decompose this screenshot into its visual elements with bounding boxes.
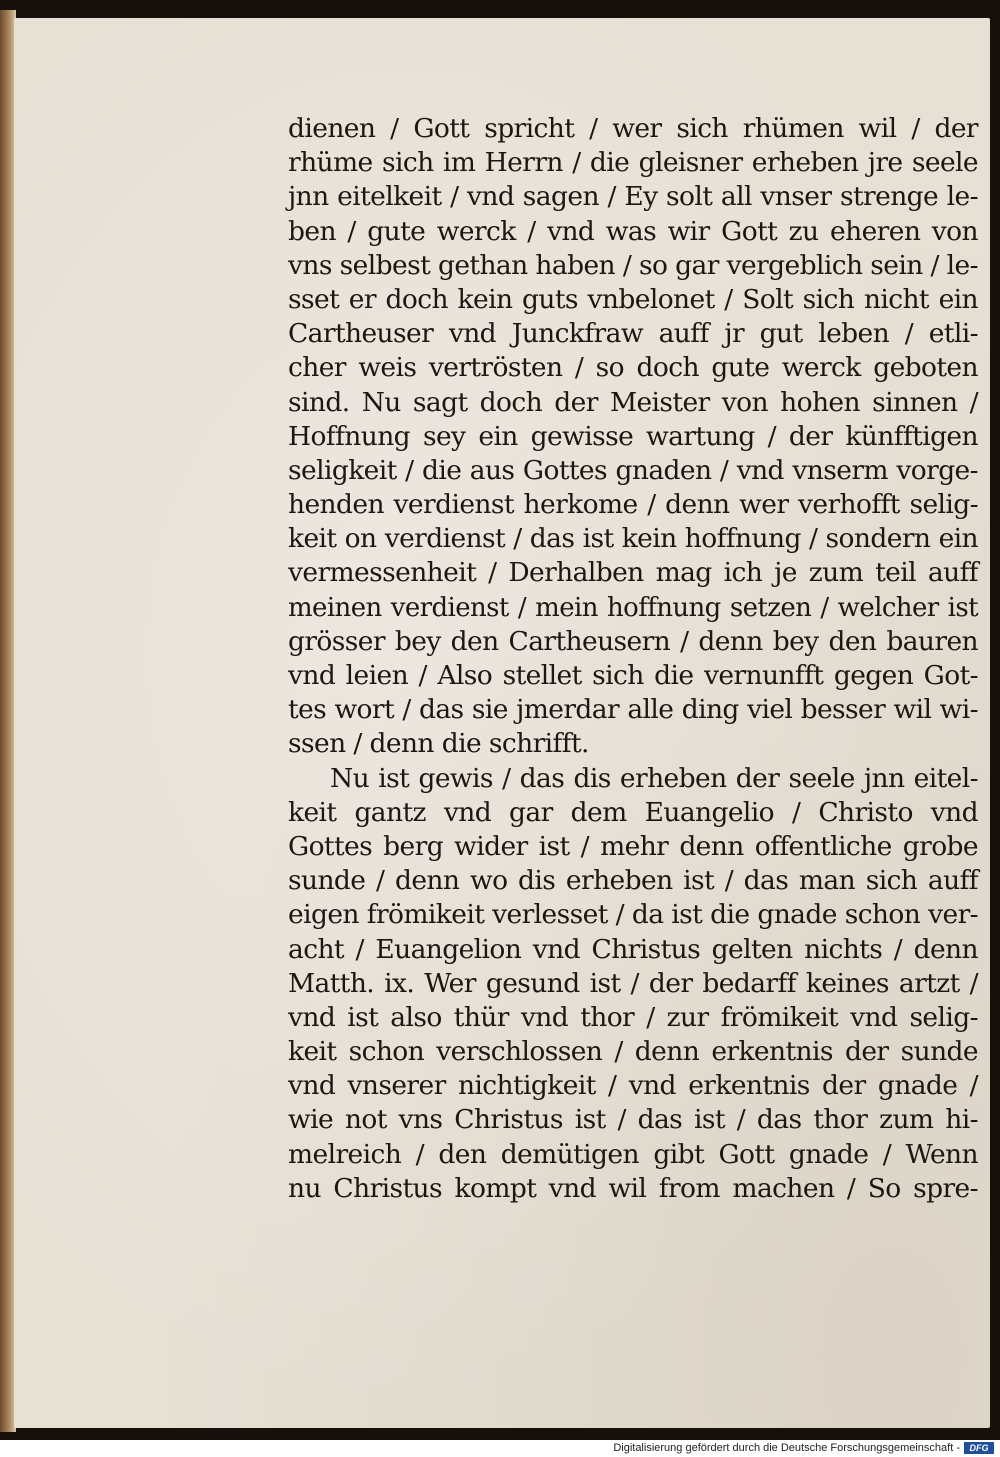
text-line: vnd leien / Also stellet sich die vernunfft gegen Got- [288, 660, 978, 691]
dfg-logo-icon: DFG [964, 1442, 994, 1454]
text-line: meinen verdienst / mein hoffnung setzen / welcher ist [288, 592, 978, 623]
text-line: eigen frömikeit verlesset / da ist die gnade schon ver- [288, 899, 978, 931]
text-line: Nu ist gewis / das dis erheben der seele jnn eitel- [330, 762, 978, 794]
text-line: sset er doch kein guts vnbelonet / Solt sich nicht ein [288, 283, 978, 315]
funding-note: Digitalisierung gefördert durch die Deutsche Forschungsgemeinschaft - [613, 1442, 960, 1454]
text-line: rhüme sich im Herrn / die gleisner erheben jre seele [288, 147, 978, 179]
text-line: dienen / Gott spricht / wer sich rhümen wil / der [288, 113, 978, 144]
text-line: tes wort / das sie jmerdar alle ding viel besser wil wi- [288, 694, 978, 726]
text-line: keit on verdienst / das ist kein hoffnung / sondern ein [288, 523, 978, 555]
text-line: seligkeit / die aus Gottes gnaden / vnd vnserm vorge- [288, 454, 978, 486]
text-line: henden verdienst herkome / denn wer verhofft selig- [288, 489, 978, 521]
text-line: keit schon verschlossen / denn erkentnis der sunde [288, 1036, 978, 1068]
text-line: cher weis vertrösten / so doch gute werck geboten [288, 352, 978, 384]
text-line: sind. Nu sagt doch der Meister von hohen sinnen / [288, 386, 978, 418]
text-line: jnn eitelkeit / vnd sagen / Ey solt all vnser strenge le- [288, 181, 978, 213]
text-line: keit gantz vnd gar dem Euangelio / Christo vnd [288, 796, 978, 828]
text-line: acht / Euangelion vnd Christus gelten nichts / denn [288, 933, 978, 965]
text-line: ssen / denn die schrifft. [288, 728, 589, 760]
text-line: melreich / den demütigen gibt Gott gnade / Wenn [288, 1138, 978, 1170]
text-line: sunde / denn wo dis erheben ist / das man sich auff [288, 865, 978, 897]
text-line: Hoffnung sey ein gewisse wartung / der künfftigen [288, 420, 978, 452]
text-line: vermessenheit / Derhalben mag ich je zum teil auff [288, 557, 978, 589]
text-line: vnd vnserer nichtigkeit / vnd erkentnis der gnade / [288, 1070, 978, 1102]
text-line: Cartheuser vnd Junckfraw auff jr gut leben / etli- [288, 318, 978, 350]
text-line: vns selbest gethan haben / so gar vergeblich sein / le- [288, 249, 978, 281]
text-line: grösser bey den Cartheusern / denn bey den bauren [288, 625, 978, 657]
text-line: ben / gute werck / vnd was wir Gott zu eheren von [288, 215, 978, 247]
footer-bar [0, 1440, 1000, 1457]
text-line: vnd ist also thür vnd thor / zur frömikeit vnd selig- [288, 1001, 978, 1033]
text-line: Matth. ix. Wer gesund ist / der bedarff keines artzt / [288, 967, 978, 999]
text-line: nu Christus kompt vnd wil from machen / So spre- [288, 1172, 978, 1204]
text-line: Gottes berg wider ist / mehr denn offentliche grobe [288, 830, 978, 862]
text-block [288, 112, 978, 1206]
text-line: wie not vns Christus ist / das ist / das thor zum hi- [288, 1104, 978, 1136]
